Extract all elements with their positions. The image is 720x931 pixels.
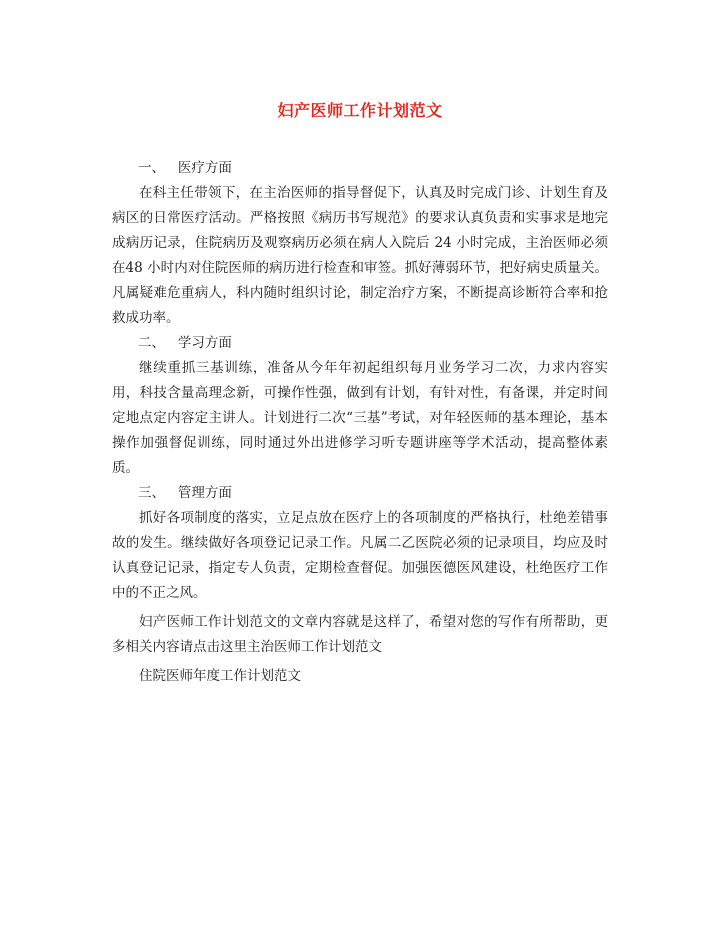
section-heading-study: 二、 学习方面 bbox=[138, 335, 232, 351]
closing-paragraph: 妇产医师工作计划范文的文章内容就是这样了，希望对您的写作有所帮助，更多相关内容请点击这里主治医师工作计划范文 bbox=[112, 614, 608, 655]
section-heading-management: 三、 管理方面 bbox=[138, 485, 232, 501]
section-heading-medical: 一、 医疗方面 bbox=[138, 160, 232, 176]
section-body-medical: 在科主任带领下，在主治医师的指导督促下，认真及时完成门诊、计划生育及病区的日常医疗活动。严格按照《病历书写规范》的要求认真负责和实事求是地完成病历记录，住院病历及观察病历必须在病人入院后 24 小时完成，主治医师必须在48 小时内对住院医师的病历进行检查和审签。抓好薄弱环节，把好病史质量关。凡属疑难危重病人，科内随时组织讨论，制定治疗方案，不断提高诊断符合率和抢救成功率。 bbox=[112, 185, 608, 326]
document-title: 妇产医师工作计划范文 bbox=[277, 101, 443, 120]
section-body-management: 抓好各项制度的落实，立足点放在医疗上的各项制度的严格执行，杜绝差错事故的发生。继续做好各项登记记录工作。凡属二乙医院必须的记录项目，均应及时认真登记记录，指定专人负责，定期检查督促。加强医德医风建设，杜绝医疗工作中的不正之风。 bbox=[112, 510, 608, 601]
related-article-link[interactable]: 住院医师年度工作计划范文 bbox=[139, 668, 301, 684]
section-body-study: 继续重抓三基训练，准备从今年年初起组织每月业务学习二次，力求内容实用，科技含量高理念新，可操作性强，做到有计划，有针对性，有备课，并定时间定地点定内容定主讲人。计划进行二次“三基”考试，对年轻医师的基本理论，基本操作加强督促训练，同时通过外出进修学习听专题讲座等学术活动，提高整体素质。 bbox=[112, 360, 608, 476]
document-body bbox=[112, 156, 608, 689]
